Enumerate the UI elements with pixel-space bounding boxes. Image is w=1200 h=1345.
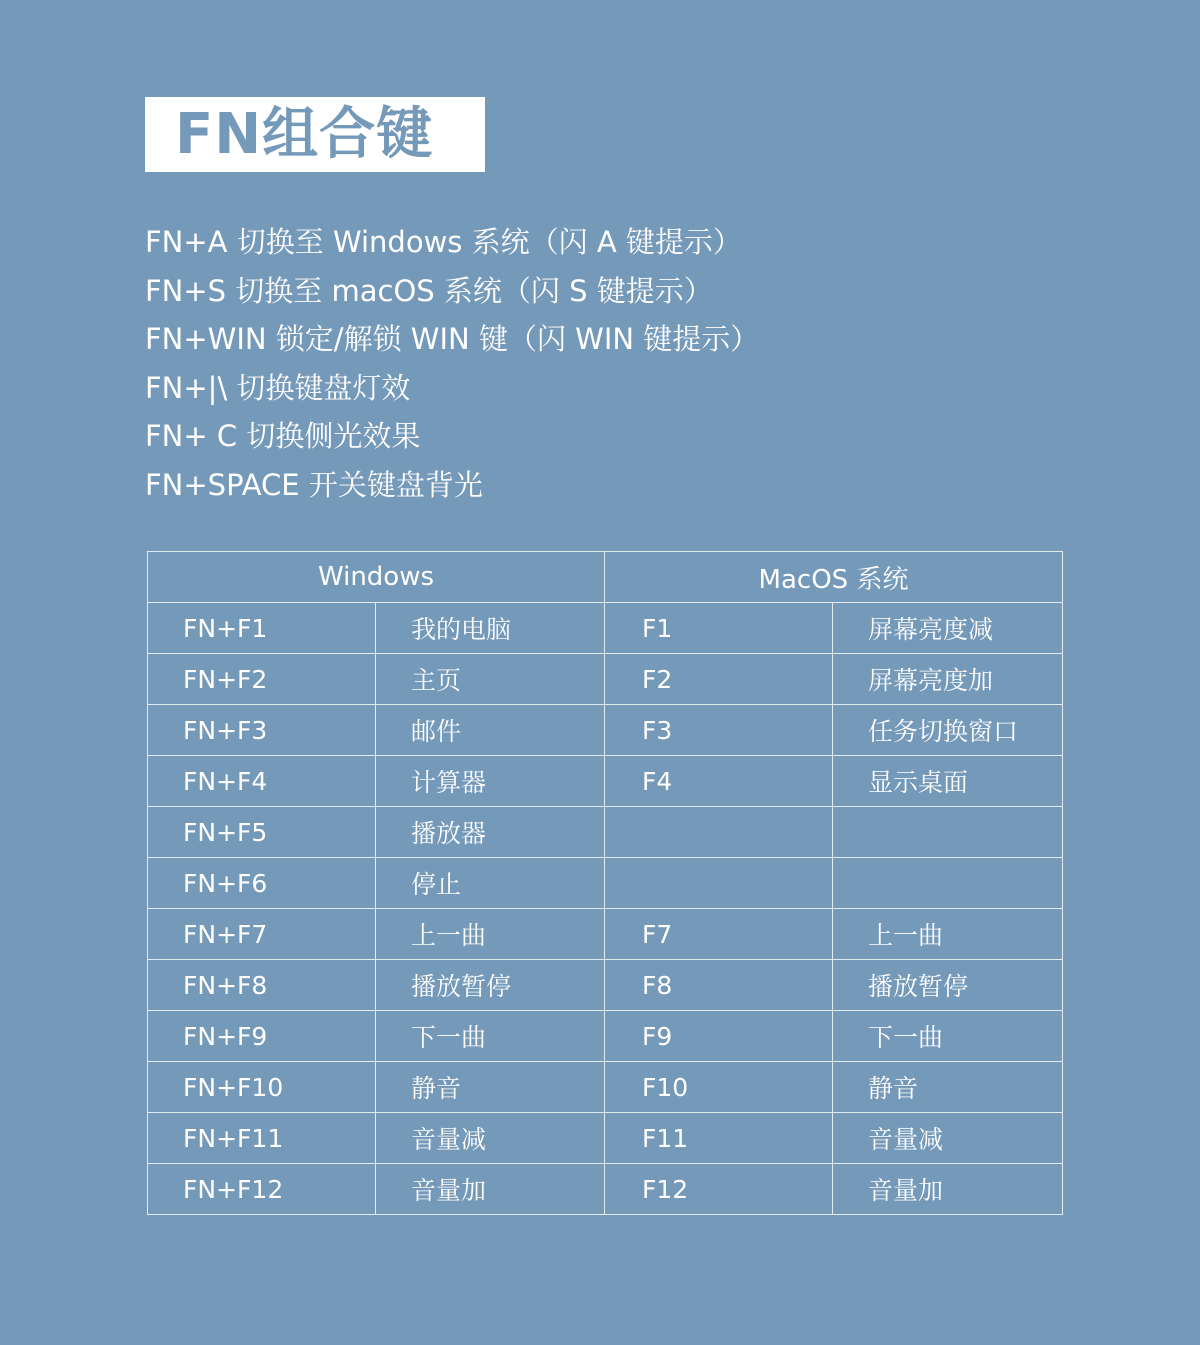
table-row	[148, 1011, 1063, 1062]
win-function-cell: 下一曲	[376, 1011, 605, 1062]
table-row	[148, 603, 1063, 654]
mac-function-cell: 播放暂停	[833, 960, 1063, 1011]
mac-function-cell: 任务切换窗口	[833, 705, 1063, 756]
win-key-cell: FN+F3	[148, 705, 376, 756]
mac-function-cell	[833, 807, 1063, 858]
mac-key-cell: F12	[605, 1164, 833, 1215]
win-function-cell: 播放暂停	[376, 960, 605, 1011]
table-row	[148, 909, 1063, 960]
shortcut-item: FN+|\ 切换键盘灯效	[145, 370, 411, 405]
windows-header: Windows	[148, 552, 605, 603]
mac-function-cell	[833, 858, 1063, 909]
mac-key-cell: F4	[605, 756, 833, 807]
win-key-cell: FN+F4	[148, 756, 376, 807]
shortcut-item: FN+S 切换至 macOS 系统（闪 S 键提示）	[145, 273, 713, 308]
shortcut-list	[145, 218, 759, 509]
mac-function-cell: 上一曲	[833, 909, 1063, 960]
win-function-cell: 音量减	[376, 1113, 605, 1164]
mac-function-cell: 下一曲	[833, 1011, 1063, 1062]
mac-key-cell	[605, 807, 833, 858]
shortcut-item: FN+SPACE 开关键盘背光	[145, 467, 483, 502]
win-key-cell: FN+F1	[148, 603, 376, 654]
mac-key-cell: F7	[605, 909, 833, 960]
mac-key-cell	[605, 858, 833, 909]
mac-key-cell: F11	[605, 1113, 833, 1164]
win-key-cell: FN+F12	[148, 1164, 376, 1215]
table-body	[148, 603, 1063, 1215]
shortcut-item: FN+WIN 锁定/解锁 WIN 键（闪 WIN 键提示）	[145, 322, 760, 356]
win-function-cell: 静音	[376, 1062, 605, 1113]
table-row	[148, 654, 1063, 705]
mac-function-cell: 音量加	[833, 1164, 1063, 1215]
win-function-cell: 计算器	[376, 756, 605, 807]
mac-key-cell: F8	[605, 960, 833, 1011]
shortcut-item: FN+ C 切换侧光效果	[145, 419, 421, 453]
win-key-cell: FN+F9	[148, 1011, 376, 1062]
page-title: FN组合键	[175, 101, 434, 167]
win-function-cell: 主页	[376, 654, 605, 705]
mac-key-cell: F3	[605, 705, 833, 756]
mac-function-cell: 静音	[833, 1062, 1063, 1113]
title-box	[145, 97, 485, 172]
mac-key-cell: F1	[605, 603, 833, 654]
win-function-cell: 停止	[376, 858, 605, 909]
fn-key-table	[147, 551, 1063, 1215]
mac-function-cell: 显示桌面	[833, 756, 1063, 807]
win-key-cell: FN+F8	[148, 960, 376, 1011]
table-row	[148, 858, 1063, 909]
table-row	[148, 705, 1063, 756]
win-key-cell: FN+F11	[148, 1113, 376, 1164]
mac-key-cell: F9	[605, 1011, 833, 1062]
win-function-cell: 播放器	[376, 807, 605, 858]
win-key-cell: FN+F10	[148, 1062, 376, 1113]
mac-key-cell: F10	[605, 1062, 833, 1113]
win-key-cell: FN+F5	[148, 807, 376, 858]
win-function-cell: 上一曲	[376, 909, 605, 960]
win-function-cell: 音量加	[376, 1164, 605, 1215]
mac-key-cell: F2	[605, 654, 833, 705]
win-key-cell: FN+F6	[148, 858, 376, 909]
win-key-cell: FN+F2	[148, 654, 376, 705]
table-row	[148, 756, 1063, 807]
table-row	[148, 807, 1063, 858]
macos-header: MacOS 系统	[605, 552, 1063, 603]
table-row	[148, 960, 1063, 1011]
table-row	[148, 1062, 1063, 1113]
win-function-cell: 我的电脑	[376, 603, 605, 654]
win-function-cell: 邮件	[376, 705, 605, 756]
table-row	[148, 1164, 1063, 1215]
table-header-row	[148, 552, 1063, 603]
table-row	[148, 1113, 1063, 1164]
mac-function-cell: 屏幕亮度加	[833, 654, 1063, 705]
shortcut-item: FN+A 切换至 Windows 系统（闪 A 键提示）	[145, 225, 742, 259]
mac-function-cell: 音量减	[833, 1113, 1063, 1164]
mac-function-cell: 屏幕亮度减	[833, 603, 1063, 654]
win-key-cell: FN+F7	[148, 909, 376, 960]
